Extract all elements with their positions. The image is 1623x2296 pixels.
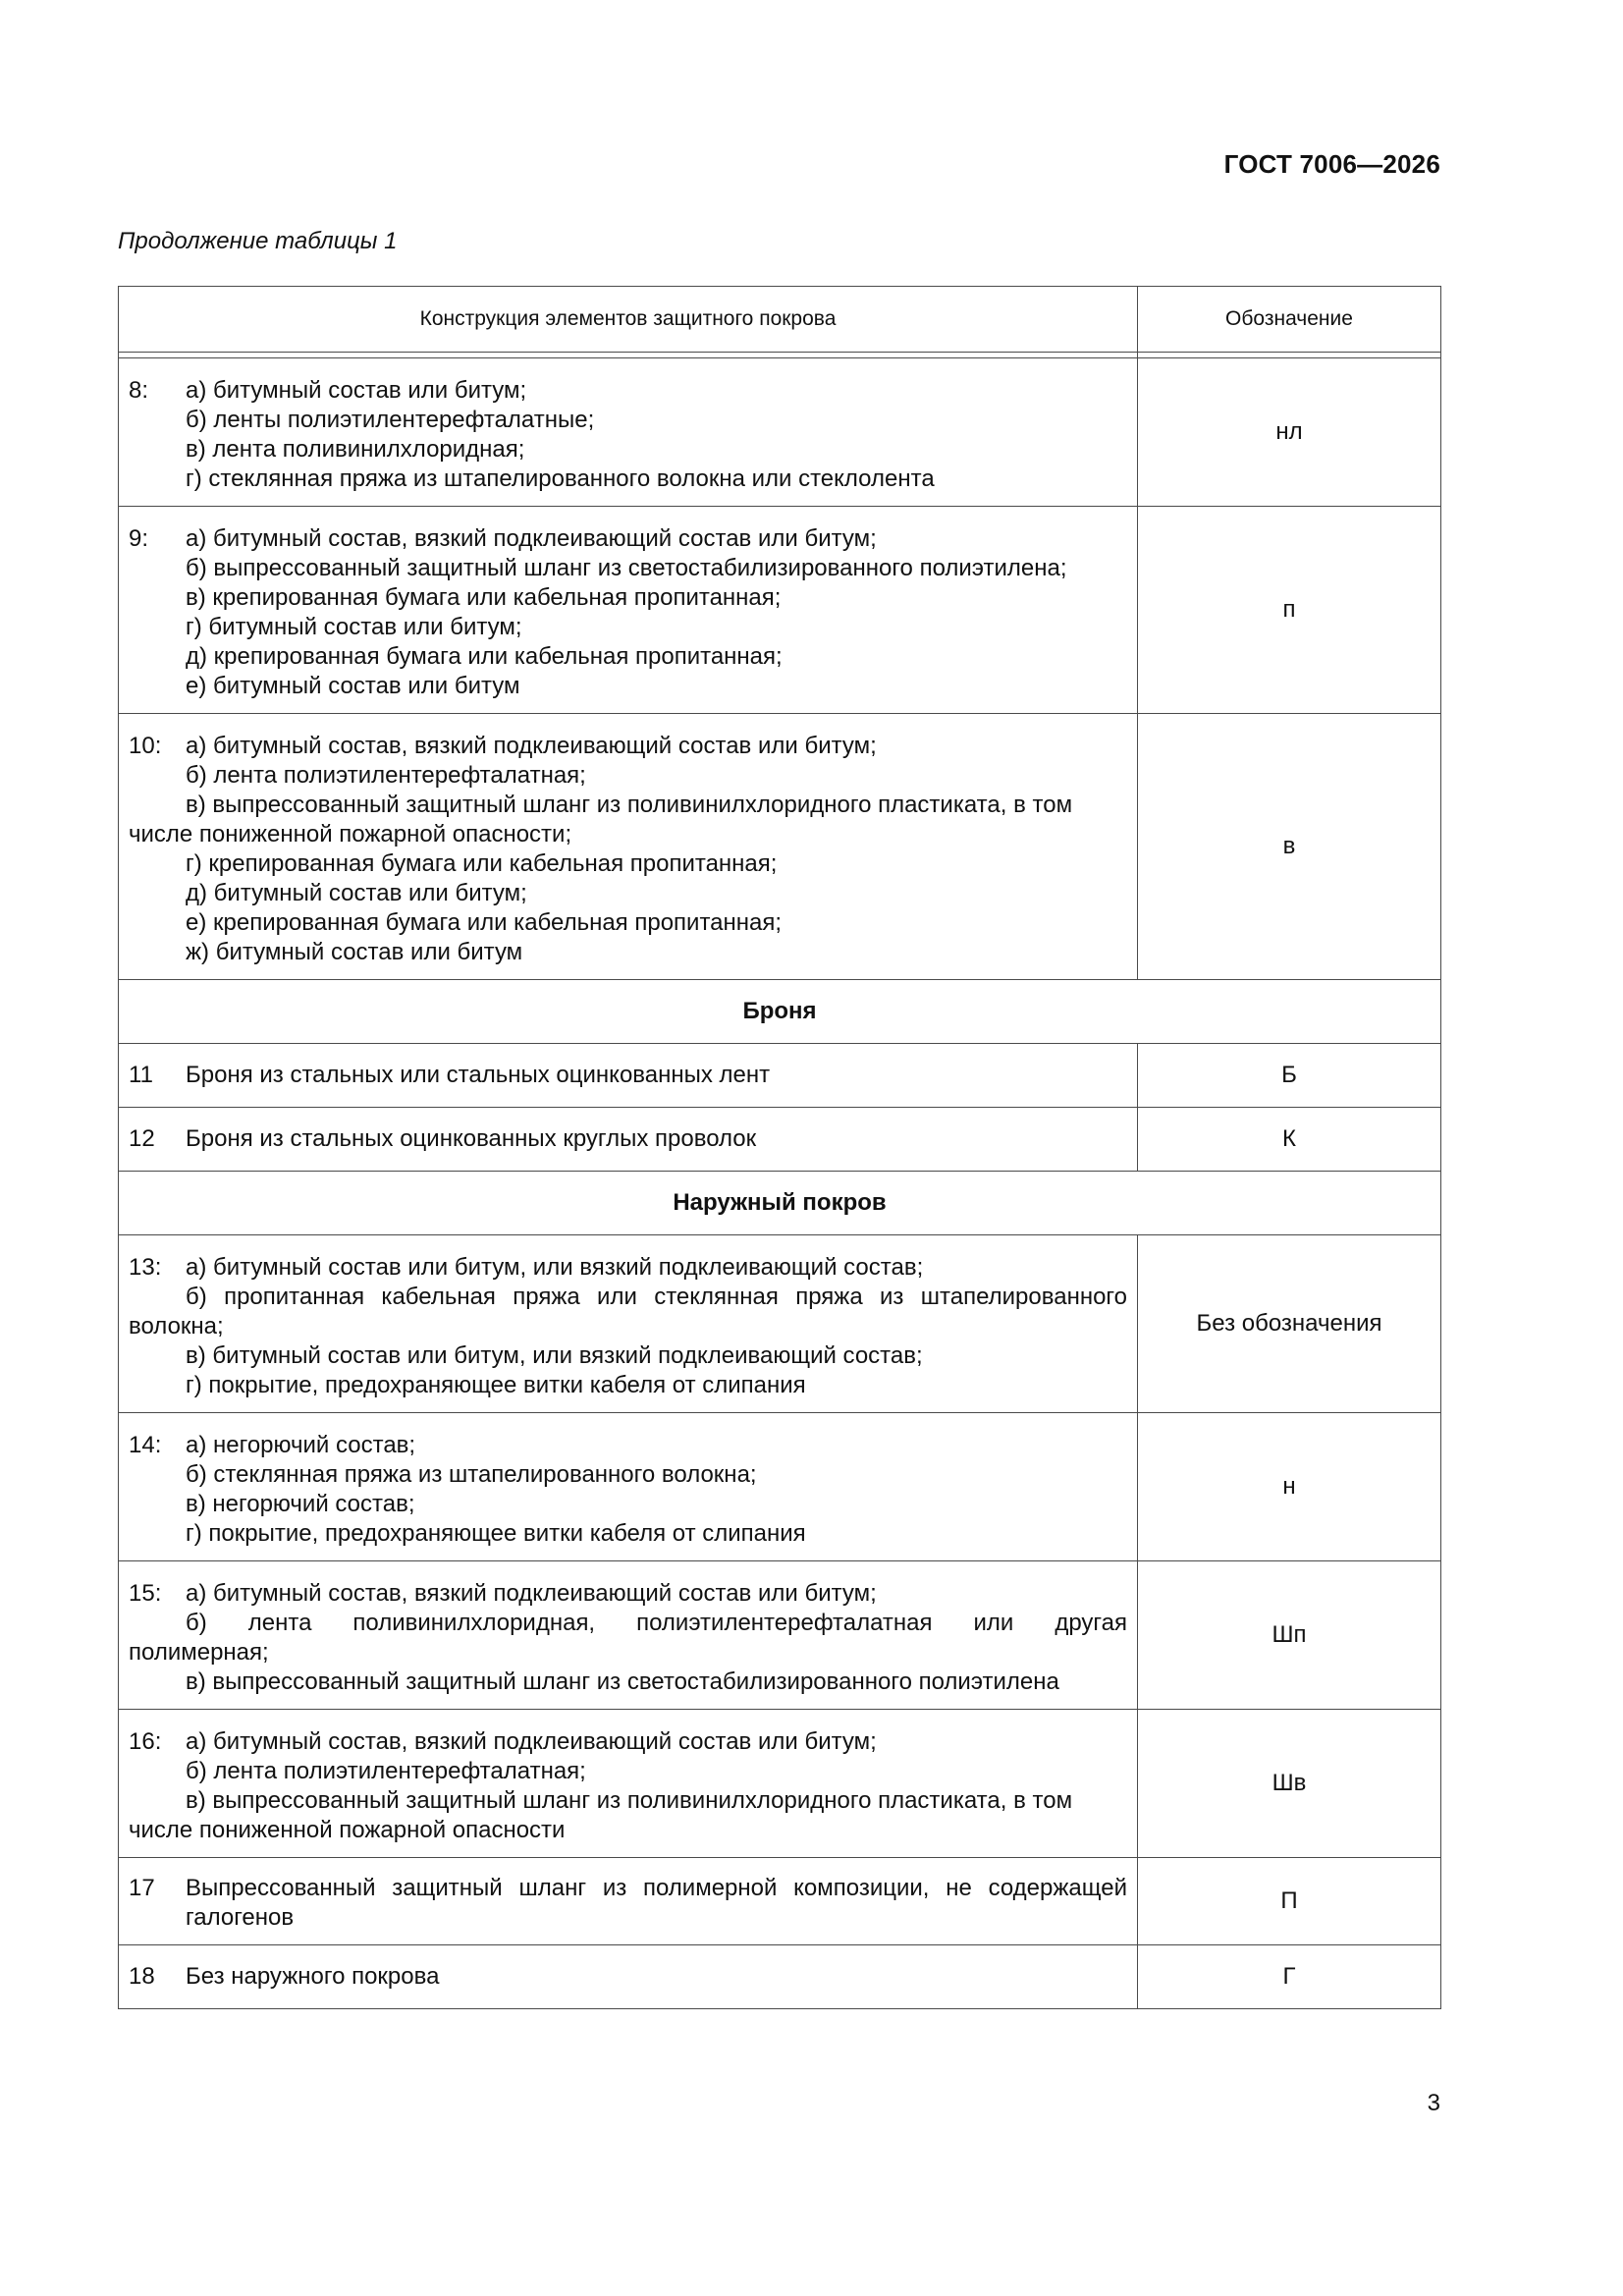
row-line: б) выпрессованный защитный шланг из светостабилизированного полиэтилена;	[186, 555, 1067, 581]
row-line: б) лента поливинилхлоридная, полиэтилентерефталатная или другая	[186, 1610, 1127, 1636]
table-row	[119, 1710, 1441, 1858]
designation-code: н	[1138, 1413, 1441, 1561]
table-row	[119, 1413, 1441, 1561]
row-line: в) выпрессованный защитный шланг из светостабилизированного полиэтилена	[186, 1668, 1059, 1695]
row-text: Без наружного покрова	[186, 1963, 440, 1990]
row-number: 18	[129, 1963, 155, 1990]
row-number: 17	[129, 1875, 155, 1901]
row-text: Броня из стальных или стальных оцинкованных лент	[186, 1062, 771, 1088]
designation-code: Г	[1138, 1945, 1441, 2009]
table-row	[119, 714, 1441, 980]
row-number: 15:	[129, 1580, 162, 1607]
row-line: числе пониженной пожарной опасности	[129, 1817, 566, 1843]
row-line: ж) битумный состав или битум	[186, 939, 523, 965]
row-text: Броня из стальных оцинкованных круглых проволок	[186, 1125, 757, 1152]
row-line: в) крепированная бумага или кабельная пропитанная;	[186, 584, 782, 611]
table-header-row	[119, 287, 1441, 353]
designation-code: Б	[1138, 1044, 1441, 1108]
row-line: г) крепированная бумага или кабельная пропитанная;	[186, 850, 778, 877]
row-line: в) лента поливинилхлоридная;	[186, 436, 525, 463]
page-number: 3	[1427, 2090, 1440, 2116]
table-row	[119, 1108, 1441, 1172]
row-line: е) крепированная бумага или кабельная пропитанная;	[186, 909, 783, 936]
designation-code: П	[1138, 1858, 1441, 1945]
table-row	[119, 1044, 1441, 1108]
designation-code: К	[1138, 1108, 1441, 1172]
table-row	[119, 1858, 1441, 1945]
row-line: б) лента полиэтилентерефталатная;	[186, 1758, 586, 1784]
designation-code: нл	[1138, 358, 1441, 507]
row-line: полимерная;	[129, 1639, 269, 1666]
designation-table	[118, 286, 1441, 2009]
row-line: а) битумный состав или битум, или вязкий подклеивающий состав;	[186, 1254, 924, 1281]
row-line: числе пониженной пожарной опасности;	[129, 821, 572, 847]
table-row	[119, 1235, 1441, 1413]
row-line: а) битумный состав, вязкий подклеивающий состав или битум;	[186, 1580, 877, 1607]
header-designation: Обозначение	[1138, 287, 1441, 353]
row-line: г) стеклянная пряжа из штапелированного волокна или стеклолента	[186, 465, 935, 492]
row-line: г) покрытие, предохраняющее витки кабеля от слипания	[186, 1372, 806, 1398]
designation-code: Шп	[1138, 1561, 1441, 1710]
table-row	[119, 1945, 1441, 2009]
designation-code: п	[1138, 507, 1441, 714]
document-code: ГОСТ 7006—2026	[1223, 149, 1440, 179]
row-line: а) битумный состав, вязкий подклеивающий состав или битум;	[186, 1728, 877, 1755]
row-number: 10:	[129, 733, 162, 759]
row-number: 13:	[129, 1254, 162, 1281]
row-number: 12	[129, 1125, 155, 1152]
row-line: д) битумный состав или битум;	[186, 880, 527, 906]
section-title: Наружный покров	[119, 1172, 1441, 1235]
row-line: г) битумный состав или битум;	[186, 614, 522, 640]
row-line: а) битумный состав или битум;	[186, 377, 527, 404]
header-construction: Конструкция элементов защитного покрова	[119, 287, 1138, 353]
row-line: галогенов	[186, 1904, 295, 1931]
row-line: в) негорючий состав;	[186, 1491, 415, 1517]
row-line: волокна;	[129, 1313, 224, 1339]
row-number: 11	[129, 1062, 153, 1088]
table-row	[119, 507, 1441, 714]
designation-code: Шв	[1138, 1710, 1441, 1858]
row-line: в) битумный состав или битум, или вязкий подклеивающий состав;	[186, 1342, 923, 1369]
row-line: б) ленты полиэтилентерефталатные;	[186, 407, 595, 433]
row-line: в) выпрессованный защитный шланг из поливинилхлоридного пластиката, в том	[186, 1787, 1073, 1814]
designation-code: Без обозначения	[1138, 1235, 1441, 1413]
row-line: б) лента полиэтилентерефталатная;	[186, 762, 586, 789]
designation-code: в	[1138, 714, 1441, 980]
row-line: б) стеклянная пряжа из штапелированного волокна;	[186, 1461, 757, 1488]
row-line: а) битумный состав, вязкий подклеивающий состав или битум;	[186, 525, 877, 552]
row-line: Выпрессованный защитный шланг из полимерной композиции, не содержащей	[186, 1875, 1127, 1901]
row-number: 8:	[129, 377, 149, 404]
row-number: 16:	[129, 1728, 162, 1755]
section-title: Броня	[119, 980, 1441, 1044]
section-row-outer	[119, 1172, 1441, 1235]
row-line: е) битумный состав или битум	[186, 673, 520, 699]
row-line: а) битумный состав, вязкий подклеивающий состав или битум;	[186, 733, 877, 759]
table-row	[119, 1561, 1441, 1710]
row-line: д) крепированная бумага или кабельная пропитанная;	[186, 643, 783, 670]
row-number: 14:	[129, 1432, 162, 1458]
section-row-armor	[119, 980, 1441, 1044]
row-line: а) негорючий состав;	[186, 1432, 416, 1458]
table-row	[119, 358, 1441, 507]
row-number: 9:	[129, 525, 149, 552]
row-line: б) пропитанная кабельная пряжа или стеклянная пряжа из штапелированного	[186, 1284, 1127, 1310]
row-line: в) выпрессованный защитный шланг из поливинилхлоридного пластиката, в том	[186, 792, 1073, 818]
row-line: г) покрытие, предохраняющее витки кабеля от слипания	[186, 1520, 806, 1547]
table-continuation-label: Продолжение таблицы 1	[118, 228, 398, 254]
